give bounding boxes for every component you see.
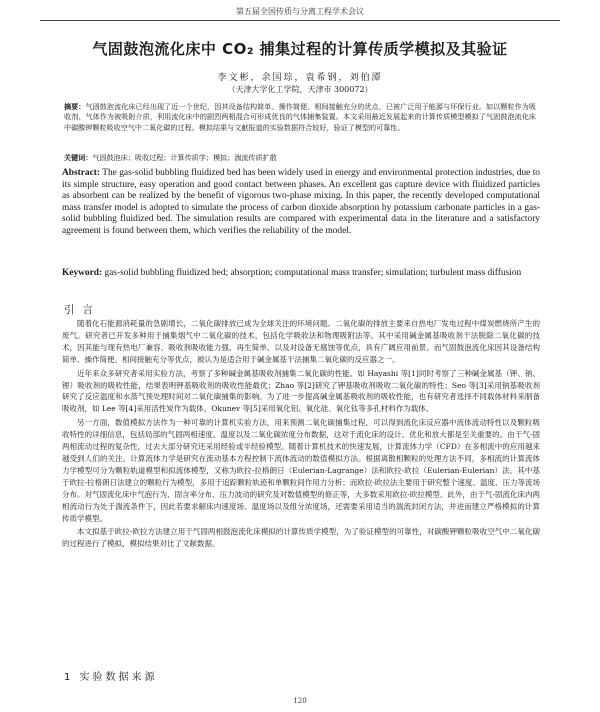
author-affiliation: （天津大学化工学院，天津市 300072） [227, 85, 373, 94]
page-number: 120 [293, 697, 307, 705]
intro-paragraph: 近年来众多研究者采用实验方法，考察了多种碱金属基吸收剂捕集二氧化碳的性能。如 Hayashi 等[1]同时考察了三种碱金属基（钾、钠、锂）吸收剂的吸收性能，结果表明钾基吸收剂的吸收性能最优；Zhao 等[2]研究了钾基吸收剂吸收二氧化碳的特性；Seo 等[3]采用钠基吸收剂研究了反应温度和水蒸气预处理时间对二氧化碳捕集的影响。为了进一步提高碱金属基吸收剂的吸收性能，也有研究者选择不同载体材料来制备吸收剂，如 Lee 等[4]采用活性炭作为载体，Okunev 等[5]采用氧化铝、氧化硅、氧化钛等多孔材料作为载体。 [62, 368, 540, 414]
intro-paragraph: 本文拟基于欧拉-欧拉方法建立用于气固两相鼓泡流化床模拟的计算传质学模型，为了验证模型的可靠性，对碳酸钾颗粒吸收空气中二氧化碳的过程进行了模拟，模拟结果对比了文献数据。 [62, 527, 540, 549]
chinese-keywords-text: 气固鼓泡床；吸收过程；计算传质学；模拟；湍流传质扩散 [92, 153, 277, 162]
running-header: 第五届全国传质与分离工程学术会议 [40, 6, 560, 21]
intro-paragraph: 另一方面，数值模拟方法作为一种可靠的计算机实验方法，用来预测二氧化碳捕集过程，可以得到流化床反应器中流体流动特性以及颗粒吸收特性的详细信息，包括局部的气固两相速度、温度以及二氧化碳浓度分布数据，这对于流化床的设计、优化和放大都是至关重要的。由于气-固两相流动过程的复杂性，过去大部分研究还采用经验或半经验模型。随着计算机技术的快速发展，计算流体力学（CFD）在多相流中的应用越来越受到人们的关注。计算流体力学是研究在流动基本方程控制下流体流动的数值模拟方法。根据离散相颗粒的处理方法不同，多相流的计算流体力学模型可分为颗粒轨道模型和拟流体模型，又称为欧拉-拉格朗日（Eulerian-Lagrange）法和欧拉-欧拉（Eulerian-Eulerian）法。其中基于欧拉-拉格朗日法建立的颗粒行为模型，多用于追踪颗粒轨迹和单颗粒间作用力分析；而欧拉-欧拉法主要用于研究整个速度、温度、压力等流场分布。对气固流化床中气泡行为、固含率分布、压力波动的研究及对数值模型的修正等，大多数采用欧拉-欧拉模型。此外，由于气-固流化床内两相流动行为处于湍流条件下，因此若要求解床内速度场、温度场以及组分浓度场，还需要采用适当的湍流封闭方法，并进而建立严格模拟的计算传质学模型。 [62, 418, 540, 523]
chinese-abstract-text: 气固鼓泡流化床已经出现了近一个世纪，因其设备结构简单、操作简便、相间接触充分的优点，已被广泛用于能源与环保行业。如以颗粒作为吸收剂、气体作为被吸附介质，利用流化床中的剧烈两相混合可形成优良的气体捕集装置。本文采用最近发展起来的计算传质模型模拟了气固鼓泡流化床中碳酸钾颗粒吸收空气中二氧化碳的过程。模拟结果与文献报道的实验数据符合较好，验证了模型的可靠性。 [64, 102, 537, 132]
chinese-abstract [64, 102, 536, 133]
english-keywords-text: gas-solid bubbling fluidized bed; absorption; computational mass transfer; simulation; turbulent mass diffusion [104, 268, 522, 278]
introduction-heading: 引言 [64, 304, 101, 316]
english-keywords-label: Keyword: [62, 268, 103, 278]
english-abstract-text: The gas-solid bubbling fluidized bed has been widely used in energy and environmental protection industries, due to its simple structure, easy operation and good contact between phases. An excellent gas capture device with fluidized particles as absorbent can be realized by the benefit of vigorous two-phase mixing. In this paper, the recently developed computational mass transfer model is adopted to simulate the process of carbon dioxide absorption by potassium carbonate particles in a gas-solid bubbling fluidized bed. The simulation results are compared with experimental data in the literature and a satisfactory agreement is found between them, which verifies the reliability of the model. [62, 168, 540, 236]
paper-title: 气固鼓泡流化床中 CO₂ 捕集过程的计算传质学模拟及其验证 [92, 40, 508, 58]
author-list: 李文彬，余国琮，袁希钢，刘伯潭 [217, 73, 383, 83]
english-keywords [62, 268, 540, 280]
chinese-keywords [64, 153, 536, 163]
introduction-body [62, 318, 540, 552]
english-abstract [62, 168, 540, 238]
chinese-keywords-label: 关键词： [64, 153, 93, 162]
section-1-heading: 1 实验数据来源 [64, 672, 158, 683]
intro-paragraph: 随着化石能源消耗量的急剧增长，二氧化碳排放已成为全球关注的环境问题。二氧化碳的排放主要来自热电厂发电过程中煤炭燃烧所产生的废气。研究者已开发多种用于捕集烟气中二氧化碳的技术，包括化学吸收法和物理吸附法等。其中采用碱金属基吸收剂干法脱除二氧化碳的技术，因其能与现有热电厂兼容、吸收剂吸收能力强、再生简单、以及对设备无腐蚀等优点，具有广阔应用前景。而气固鼓泡流化床因其设备结构简单、操作简便、相间接触充分等优点，被认为是适合用于碱金属基干法捕集二氧化碳的反应器之一。 [62, 319, 540, 364]
english-abstract-label: Abstract: [62, 168, 101, 178]
chinese-abstract-label: 摘要： [64, 102, 86, 111]
